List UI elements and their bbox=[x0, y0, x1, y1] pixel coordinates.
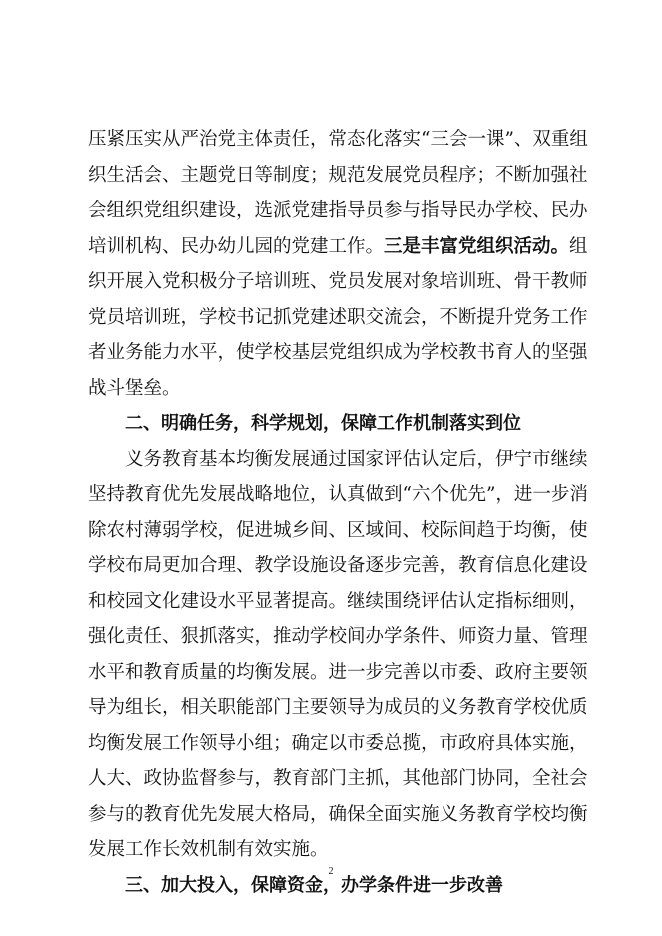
paragraph-line: 除农村薄弱学校，促进城乡间、区域间、校际间趋于均衡，使 bbox=[88, 519, 588, 541]
paragraph-line bbox=[88, 229, 588, 265]
paragraph-line: 义务教育基本均衡发展通过国家评估认定后，伊宁市继续 bbox=[125, 448, 588, 470]
paragraph-line: 者业务能力水平，使学校基层党组织成为学校教书育人的坚强 bbox=[88, 342, 588, 363]
document-body bbox=[88, 122, 588, 903]
paragraph-line: 织开展入党积极分子培训班、党员发展对象培训班、骨干教师 bbox=[88, 271, 588, 292]
paragraph-line: 参与的教育优先发展大格局，确保全面实施义务教育学校均衡 bbox=[88, 803, 588, 825]
paragraph-text: 培训机构、民办幼儿园的党建工作。 bbox=[88, 235, 385, 257]
paragraph-line: 和校园文化建设水平显著提高。继续围绕评估认定指标细则， bbox=[88, 590, 588, 612]
paragraph-line: 发展工作长效机制有效实施。 bbox=[88, 839, 329, 860]
paragraph-line: 人大、政协监督参与，教育部门主抓，其他部门协同，全社会 bbox=[88, 768, 588, 789]
paragraph-line: 强化责任、狠抓落实，推动学校间办学条件、师资力量、管理 bbox=[88, 626, 588, 647]
paragraph-line: 党员培训班，学校书记抓党建述职交流会，不断提升党务工作 bbox=[88, 306, 588, 328]
section-heading: 三、加大投入，保障资金，办学条件进一步改善 bbox=[125, 874, 503, 896]
paragraph-line: 会组织党组织建设，选派党建指导员参与指导民办学校、民办 bbox=[88, 200, 588, 221]
paragraph-line: 战斗堡垒。 bbox=[88, 377, 181, 399]
paragraph-line: 坚持教育优先发展战略地位，认真做到“六个优先”，进一步消 bbox=[88, 484, 588, 505]
paragraph-line: 水平和教育质量的均衡发展。进一步完善以市委、政府主要领 bbox=[88, 661, 588, 683]
emphasis-text: 三是丰富党组织活动。 bbox=[384, 235, 570, 257]
paragraph-line: 均衡发展工作领导小组；确定以市委总揽，市政府具体实施， bbox=[88, 732, 588, 754]
paragraph-line: 压紧压实从严治党主体责任，常态化落实“三会一课”、双重组 bbox=[88, 129, 588, 150]
section-heading: 二、明确任务，科学规划，保障工作机制落实到位 bbox=[125, 413, 521, 434]
paragraph-text: 组 bbox=[569, 235, 588, 257]
page-number: 2 bbox=[328, 866, 334, 877]
paragraph-line: 织生活会、主题党日等制度；规范发展党员程序；不断加强社 bbox=[88, 164, 588, 186]
paragraph-line: 学校布局更加合理、教学设施设备逐步完善，教育信息化建设 bbox=[88, 555, 588, 576]
paragraph-line: 导为组长，相关职能部门主要领导为成员的义务教育学校优质 bbox=[88, 697, 588, 718]
